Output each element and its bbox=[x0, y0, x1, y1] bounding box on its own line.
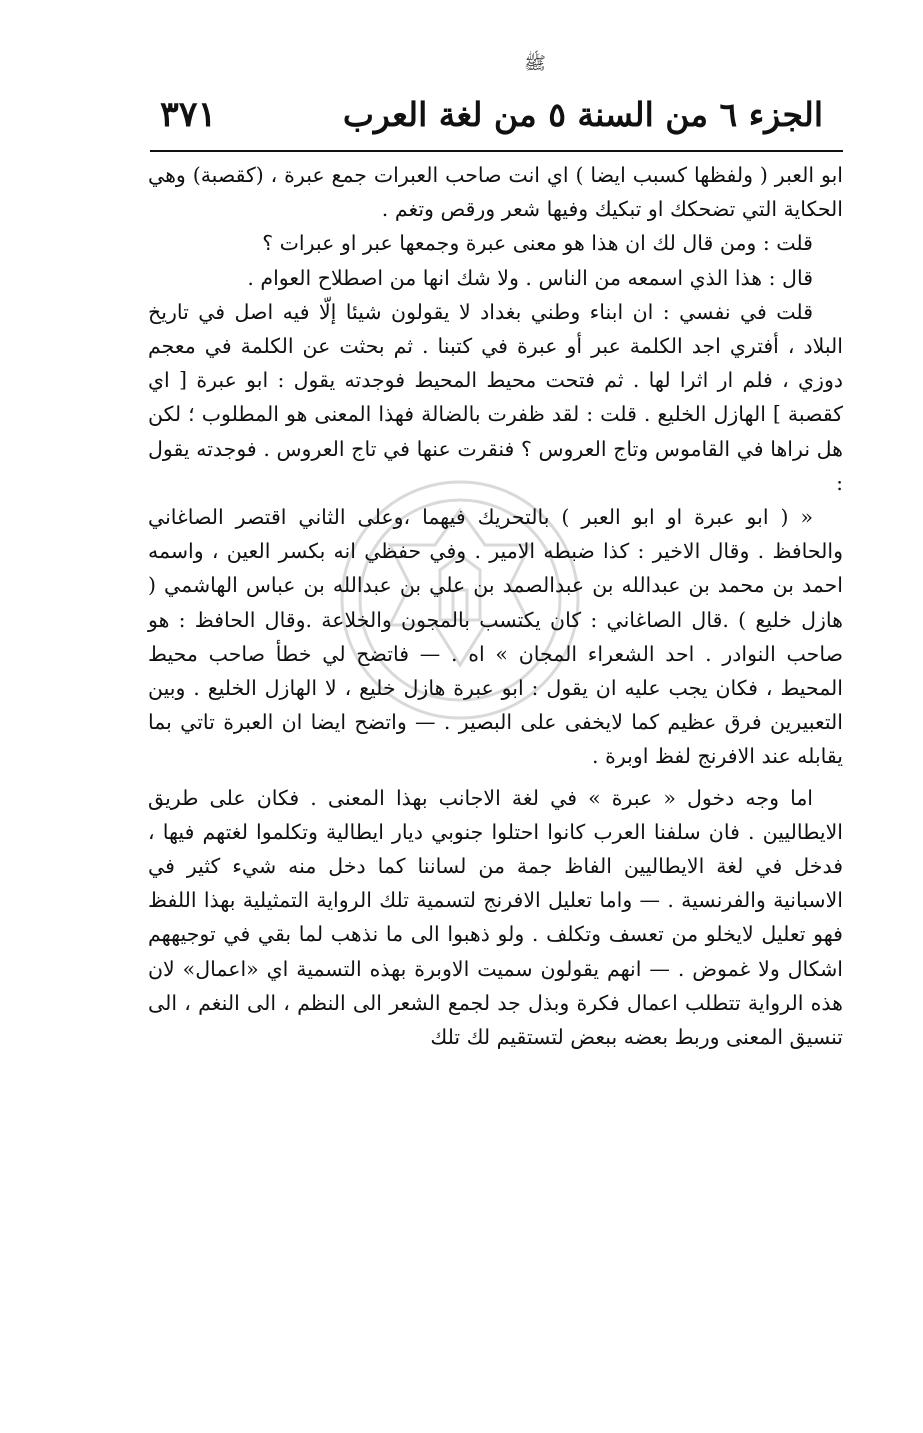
header-ornament: ﷺ bbox=[524, 53, 546, 74]
page-number: ٣٧١ bbox=[160, 93, 217, 135]
paragraph-4: قلت في نفسي : ان ابناء وطني بغداد لا يقولون شيئا إلّا فيه اصل في تاريخ البلاد ، أفتري اجد الكلمة عبر أو عبرة في كتبنا . ثم بحثت عن الكلمة في معجم دوزي ، فلم ار اثرا لها . ثم فتحت محيط المحيط فوجدته يقول : ابو عبرة [ اي كقصبة ] الهازل الخليع . قلت : لقد ظفرت بالضالة فهذا المعنى هو المطلوب ؛ لكن هل نراها في القاموس وتاج العروس ؟ فنقرت عنها في تاج العروس . فوجدته يقول : bbox=[148, 299, 843, 495]
page-header bbox=[160, 84, 823, 144]
paragraph-6: اما وجه دخول « عبرة » في لغة الاجانب بهذا المعنى . فكان على طريق الايطاليين . فان سلفنا العرب كانوا احتلوا جنوبي ديار ايطالية وتكلموا لغتهم فيها ، فدخل في لغة الايطاليين الفاظ جمة من لساننا كما دخل منه شيء كثير في الاسبانية والفرنسية . — واما تعليل الافرنج لتسمية تلك الرواية التمثيلية بهذا اللفظ فهو تعليل لايخلو من تعسف وتكلف . ولو ذهبوا الى ما نذهب لما بقي في توجيههم اشكال ولا غموض . — انهم يقولون سميت الاوبرة بهذه التسمية اي «اعمال» لان هذه الرواية تتطلب اعمال فكرة وبذل جد لجمع الشعر الى النظم ، الى النغم ، الى تنسيق المعنى وربط بعضه ببعض لتستقيم لك تلك bbox=[148, 785, 843, 1050]
paragraph-5: « ( ابو عبرة او ابو العبر ) بالتحريك فيهما ،وعلى الثاني اقتصر الصاغاني والحافظ . وقال الاخير : كذا ضبطه الامير . وفي حفظي انه بكسر العين ، واسمه احمد بن محمد بن عبدالله بن عبدالصمد بن علي بن عبدالله بن عباس الهاشمي ( هازل خليع ) .قال الصاغاني : كان يكتسب بالمجون والخلاعة .وقال الحافظ : هو صاحب النوادر . احد الشعراء المجان » اه . — فاتضح لي خطأ صاحب محيط المحيط ، فكان يجب عليه ان يقول : ابو عبرة هازل خليع ، لا الهازل الخليع . وبين التعبيرين فرق عظيم كما لايخفى على البصير . — واتضح ايضا ان العبرة تاتي بما يقابله عند الافرنج لفظ اوبرة . bbox=[148, 505, 843, 769]
paragraph-1: ابو العبر ( ولفظها كسبب ايضا ) اي انت صاحب العبرات جمع عبرة ، (كقصبة) وهي الحكاية التي تضحكك او تبكيك وفيها شعر ورقص وتغم . bbox=[148, 163, 843, 222]
running-title: الجزء ٦ من السنة ٥ من لغة العرب bbox=[342, 94, 823, 134]
header-rule bbox=[150, 150, 843, 152]
paragraph-3: قال : هذا الذي اسمعه من الناس . ولا شك انها من اصطلاح العوام . bbox=[247, 265, 813, 290]
article-body bbox=[148, 158, 843, 1054]
paragraph-2: قلت : ومن قال لك ان هذا هو معنى عبرة وجمعها عبر او عبرات ؟ bbox=[262, 231, 813, 256]
